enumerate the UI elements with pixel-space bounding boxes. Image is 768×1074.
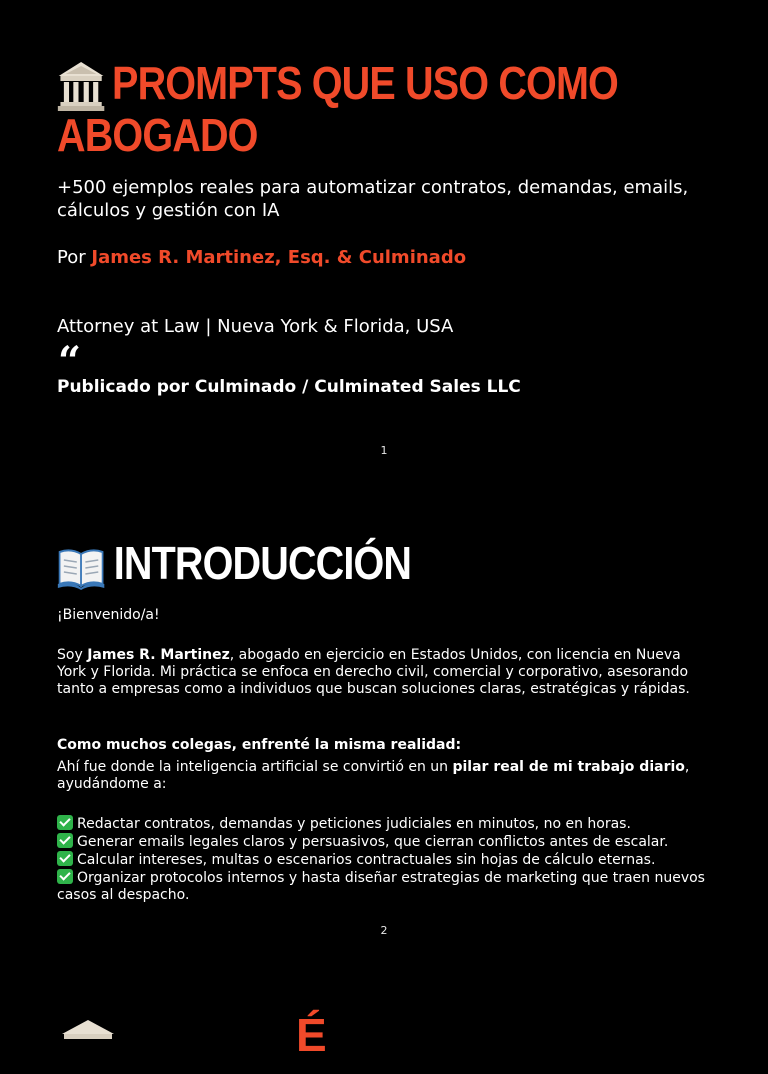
ai-paragraph [57, 759, 707, 793]
intro-rest: , abogado en ejercicio en Estados Unidos, con licencia en Nueva York y Florida. Mi práctica se enfoca en derecho civil, comercial y corporativo, asesorando tanto a empresas como a individuos que buscan soluciones claras, estratégicas y rápidas. [57, 647, 690, 697]
page-3 [0, 960, 768, 1061]
publisher-line: Publicado por Culminado / Culminated Sales LLC [57, 377, 521, 397]
checklist-item [57, 869, 717, 904]
checklist-item [57, 815, 717, 833]
ai-bold: pilar real de mi trabajo diario [452, 759, 685, 775]
intro-name: James R. Martinez [87, 647, 230, 663]
check-mark-button-icon [57, 815, 73, 830]
page-2 [0, 480, 768, 960]
page-number: 1 [380, 444, 388, 457]
byline-prefix: Por [57, 247, 86, 268]
reality-heading: Como muchos colegas, enfrenté la misma realidad: [57, 737, 462, 753]
check-mark-button-icon [57, 833, 73, 848]
checklist-item [57, 833, 717, 851]
intro-soy: Soy [57, 647, 83, 663]
subtitle: +500 ejemplos reales para automatizar contratos, demandas, emails, cálculos y gestión con IA [57, 177, 689, 221]
section-title-intro [57, 538, 411, 599]
open-book-icon [57, 544, 105, 599]
ai-prefix: Ahí fue donde la inteligencia artificial se convirtió en un [57, 759, 449, 775]
check-mark-button-icon [57, 851, 73, 866]
next-section-title-partial: É [296, 1009, 327, 1061]
checklist-item-text: Redactar contratos, demandas y peticiones judiciales en minutos, no en horas. [77, 816, 631, 832]
checklist-item-text: Organizar protocolos internos y hasta diseñar estrategias de marketing que traen nuevos casos al despacho. [57, 870, 705, 903]
byline [57, 247, 466, 269]
ai-suffix: , ayudándome a: [57, 759, 690, 792]
checklist-item-text: Calcular intereses, multas o escenarios contractuales sin hojas de cálculo eternas. [77, 852, 656, 868]
check-mark-button-icon [57, 869, 73, 884]
page-1 [0, 0, 768, 480]
quote-mark: “ [58, 338, 82, 385]
title-line-1-text: PROMPTS QUE USO COMO [112, 57, 618, 109]
benefits-checklist [57, 815, 717, 904]
classical-building-icon [60, 1018, 116, 1074]
byline-author: James R. Martinez, Esq. & Culminado [91, 247, 467, 268]
intro-paragraph [57, 647, 707, 698]
checklist-item-text: Generar emails legales claros y persuasivos, que cierran conflictos antes de escalar. [77, 834, 669, 850]
checklist-item [57, 851, 717, 869]
section-title-text: INTRODUCCIÓN [113, 537, 412, 589]
page-number: 2 [380, 924, 388, 937]
document-title-line-2: ABOGADO [57, 109, 258, 161]
attorney-line: Attorney at Law | Nueva York & Florida, USA [57, 316, 454, 337]
greeting: ¡Bienvenido/a! [57, 607, 160, 623]
